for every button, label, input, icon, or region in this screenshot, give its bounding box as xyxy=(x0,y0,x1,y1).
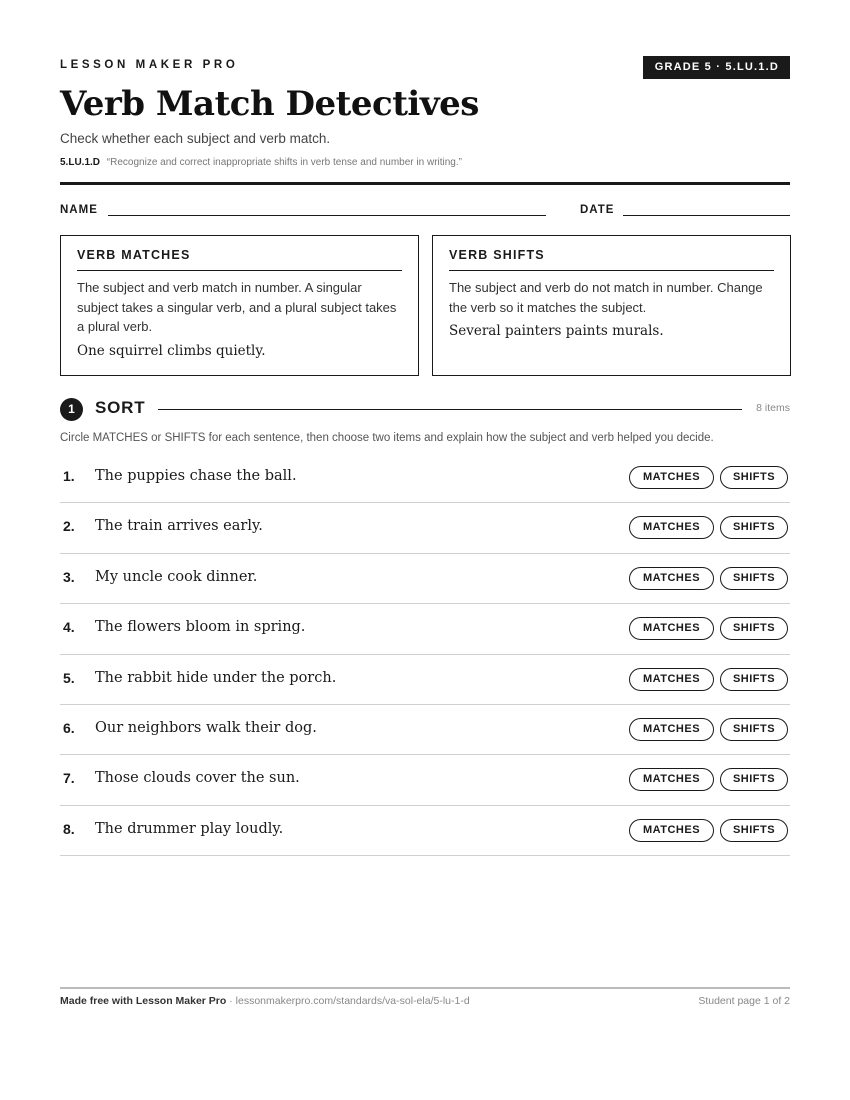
item-number: 1. xyxy=(63,468,75,484)
list-item xyxy=(60,705,790,755)
matches-choice[interactable]: MATCHES xyxy=(629,617,714,640)
item-sentence: The train arrives early. xyxy=(95,518,263,535)
list-item xyxy=(60,604,790,654)
box-heading: VERB MATCHES xyxy=(77,248,402,271)
matches-choice[interactable]: MATCHES xyxy=(629,516,714,539)
shifts-choice[interactable]: SHIFTS xyxy=(720,567,788,590)
shifts-choice[interactable]: SHIFTS xyxy=(720,668,788,691)
section-number-badge: 1 xyxy=(60,398,83,421)
section-title: SORT xyxy=(95,398,146,417)
item-sentence: The rabbit hide under the porch. xyxy=(95,669,337,686)
matches-choice[interactable]: MATCHES xyxy=(629,819,714,842)
box-example: Several painters paints murals. xyxy=(449,323,664,339)
item-number: 2. xyxy=(63,518,75,535)
shifts-choice[interactable]: SHIFTS xyxy=(720,466,788,489)
header-divider xyxy=(60,182,790,185)
instructions: Circle MATCHES or SHIFTS for each sentence, then choose two items and explain how the subject and verb helped you decide. xyxy=(60,432,714,444)
top-bar xyxy=(60,56,790,80)
shifts-choice[interactable]: SHIFTS xyxy=(720,768,788,791)
shifts-choice[interactable]: SHIFTS xyxy=(720,819,788,842)
list-item xyxy=(60,453,790,503)
matches-choice[interactable]: MATCHES xyxy=(629,718,714,741)
matches-choice[interactable]: MATCHES xyxy=(629,466,714,489)
item-number: 4. xyxy=(63,619,75,636)
item-number: 5. xyxy=(63,669,75,686)
brand-name: LESSON MAKER PRO xyxy=(60,59,239,71)
shifts-choice[interactable]: SHIFTS xyxy=(720,718,788,741)
item-sentence: Our neighbors walk their dog. xyxy=(95,719,317,736)
shifts-choice[interactable]: SHIFTS xyxy=(720,516,788,539)
date-field[interactable] xyxy=(623,215,790,216)
name-field[interactable] xyxy=(108,215,546,216)
verb-shifts-box xyxy=(432,235,791,376)
list-item xyxy=(60,806,790,856)
name-label: NAME xyxy=(60,204,98,216)
matches-choice[interactable]: MATCHES xyxy=(629,768,714,791)
item-number: 3. xyxy=(63,568,75,585)
standard-line xyxy=(60,157,462,168)
item-number: 8. xyxy=(63,820,75,837)
item-sentence: Those clouds cover the sun. xyxy=(95,770,300,787)
item-sentence: The puppies chase the ball. xyxy=(95,468,297,484)
page-number: Student page 1 of 2 xyxy=(698,995,790,1007)
item-sentence: The drummer play loudly. xyxy=(95,820,284,837)
footer-separator: · xyxy=(226,995,236,1007)
box-body: The subject and verb match in number. A singular subject takes a singular verb, and a plural subject takes a plural verb. xyxy=(77,280,397,334)
page-subtitle: Check whether each subject and verb match. xyxy=(60,131,331,146)
item-number: 6. xyxy=(63,719,75,736)
worksheet-page xyxy=(60,0,790,1100)
item-sentence: My uncle cook dinner. xyxy=(95,568,258,585)
section-header xyxy=(60,397,790,421)
item-list xyxy=(60,453,790,856)
item-sentence: The flowers bloom in spring. xyxy=(95,619,306,636)
name-date-row xyxy=(60,204,790,220)
matches-choice[interactable]: MATCHES xyxy=(629,668,714,691)
section-rule xyxy=(158,409,742,410)
matches-choice[interactable]: MATCHES xyxy=(629,567,714,590)
box-body: The subject and verb do not match in number. Change the verb so it matches the subject. xyxy=(449,280,763,315)
list-item xyxy=(60,554,790,604)
list-item xyxy=(60,503,790,553)
grade-badge: GRADE 5 · 5.LU.1.D xyxy=(643,56,790,79)
footer-url[interactable]: lessonmakerpro.com/standards/va-sol-ela/5-lu-1-d xyxy=(235,995,470,1007)
footer-made-with: Made free with Lesson Maker Pro xyxy=(60,995,227,1007)
box-example: One squirrel climbs quietly. xyxy=(77,342,266,359)
item-number: 7. xyxy=(63,770,75,787)
verb-matches-box xyxy=(60,235,419,376)
date-label: DATE xyxy=(580,204,615,216)
standard-code: 5.LU.1.D xyxy=(60,157,101,168)
shifts-choice[interactable]: SHIFTS xyxy=(720,617,788,640)
footer-divider xyxy=(60,987,790,989)
standard-text: “Recognize and correct inappropriate shifts in verb tense and number in writing.” xyxy=(106,157,462,168)
item-count: 8 items xyxy=(756,402,790,414)
page-title: Verb Match Detectives xyxy=(60,84,479,124)
list-item xyxy=(60,755,790,805)
list-item xyxy=(60,655,790,705)
box-heading: VERB SHIFTS xyxy=(449,248,774,271)
footer xyxy=(60,995,790,1007)
